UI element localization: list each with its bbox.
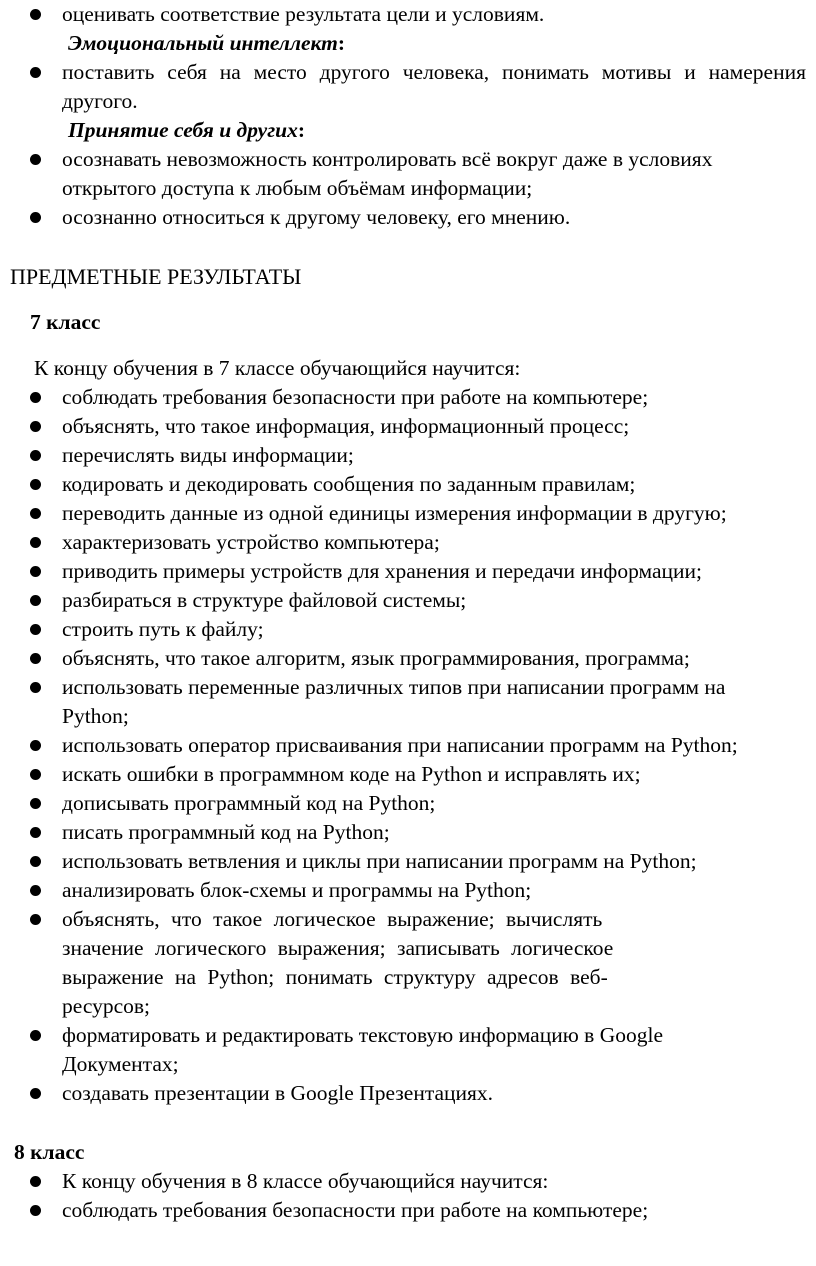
list-item: объяснять, что такое информация, информационный процесс; — [0, 412, 816, 441]
grade-7-intro: К концу обучения в 7 классе обучающийся научится: — [34, 356, 521, 380]
bullet-icon — [30, 154, 41, 165]
grade-8-list — [0, 1167, 816, 1225]
acceptance-list — [0, 145, 816, 232]
list-item: использовать ветвления и циклы при написании программ на Python; — [0, 847, 816, 876]
list-item: строить путь к файлу; — [0, 615, 816, 644]
personal-results-section — [0, 0, 816, 232]
regulation-list — [0, 0, 816, 29]
bullet-icon — [30, 1088, 41, 1099]
bullet-icon — [30, 392, 41, 403]
bullet-icon — [30, 212, 41, 223]
bullet-icon — [30, 798, 41, 809]
bullet-icon — [30, 827, 41, 838]
bullet-icon — [30, 566, 41, 577]
list-item: осознавать невозможность контролировать всё вокруг даже в условиях открытого доступа к любым объёмам информации; — [0, 145, 816, 203]
list-item: объяснять, что такое алгоритм, язык программирования, программа; — [0, 644, 816, 673]
list-item: создавать презентации в Google Презентациях. — [0, 1079, 816, 1108]
bullet-icon — [30, 1030, 41, 1041]
list-item: К концу обучения в 8 классе обучающийся научится: — [0, 1167, 816, 1196]
bullet-icon — [30, 1176, 41, 1187]
list-item: дописывать программный код на Python; — [0, 789, 816, 818]
emotional-list — [0, 58, 816, 116]
list-item: кодировать и декодировать сообщения по заданным правилам; — [0, 470, 816, 499]
bullet-icon — [30, 537, 41, 548]
grade-7-title: 7 класс — [30, 310, 101, 334]
list-item: поставить себя на место другого человека, понимать мотивы и намерения другого. — [0, 58, 816, 116]
bullet-icon — [30, 1205, 41, 1216]
list-item: соблюдать требования безопасности при работе на компьютере; — [0, 383, 816, 412]
acceptance-heading: Принятие себя и других: — [68, 118, 306, 142]
bullet-icon — [30, 624, 41, 635]
bullet-icon — [30, 856, 41, 867]
bullet-icon — [30, 740, 41, 751]
list-item: соблюдать требования безопасности при работе на компьютере; — [0, 1196, 816, 1225]
list-item: форматировать и редактировать текстовую информацию в Google Документах; — [0, 1021, 816, 1079]
bullet-icon — [30, 914, 41, 925]
list-item: искать ошибки в программном коде на Python и исправлять их; — [0, 760, 816, 789]
section-heading: ПРЕДМЕТНЫЕ РЕЗУЛЬТАТЫ — [10, 264, 302, 289]
list-item: объяснять, что такое логическое выражение; вычислять значение логического выражения; записывать логическое выражение на Python; понимать структуру адресов веб-ресурсов; — [0, 905, 816, 1021]
bullet-icon — [30, 885, 41, 896]
list-item: писать программный код на Python; — [0, 818, 816, 847]
bullet-icon — [30, 421, 41, 432]
bullet-icon — [30, 595, 41, 606]
bullet-icon — [30, 769, 41, 780]
emotional-intelligence-heading: Эмоциональный интеллект: — [68, 31, 346, 55]
bullet-icon — [30, 9, 41, 20]
bullet-icon — [30, 479, 41, 490]
list-item: разбираться в структуре файловой системы; — [0, 586, 816, 615]
list-item: использовать оператор присваивания при написании программ на Python; — [0, 731, 816, 760]
bullet-icon — [30, 682, 41, 693]
bullet-icon — [30, 653, 41, 664]
list-item: оценивать соответствие результата цели и условиям. — [0, 0, 816, 29]
list-item: переводить данные из одной единицы измерения информации в другую; — [0, 499, 816, 528]
list-item: осознанно относиться к другому человеку, его мнению. — [0, 203, 816, 232]
list-item: приводить примеры устройств для хранения и передачи информации; — [0, 557, 816, 586]
bullet-icon — [30, 450, 41, 461]
bullet-icon — [30, 508, 41, 519]
grade-7-list — [0, 383, 816, 1108]
list-item: характеризовать устройство компьютера; — [0, 528, 816, 557]
list-item: анализировать блок-схемы и программы на Python; — [0, 876, 816, 905]
list-item: использовать переменные различных типов при написании программ на Python; — [0, 673, 816, 731]
bullet-icon — [30, 67, 41, 78]
list-item: перечислять виды информации; — [0, 441, 816, 470]
grade-8-title: 8 класс — [14, 1140, 85, 1164]
